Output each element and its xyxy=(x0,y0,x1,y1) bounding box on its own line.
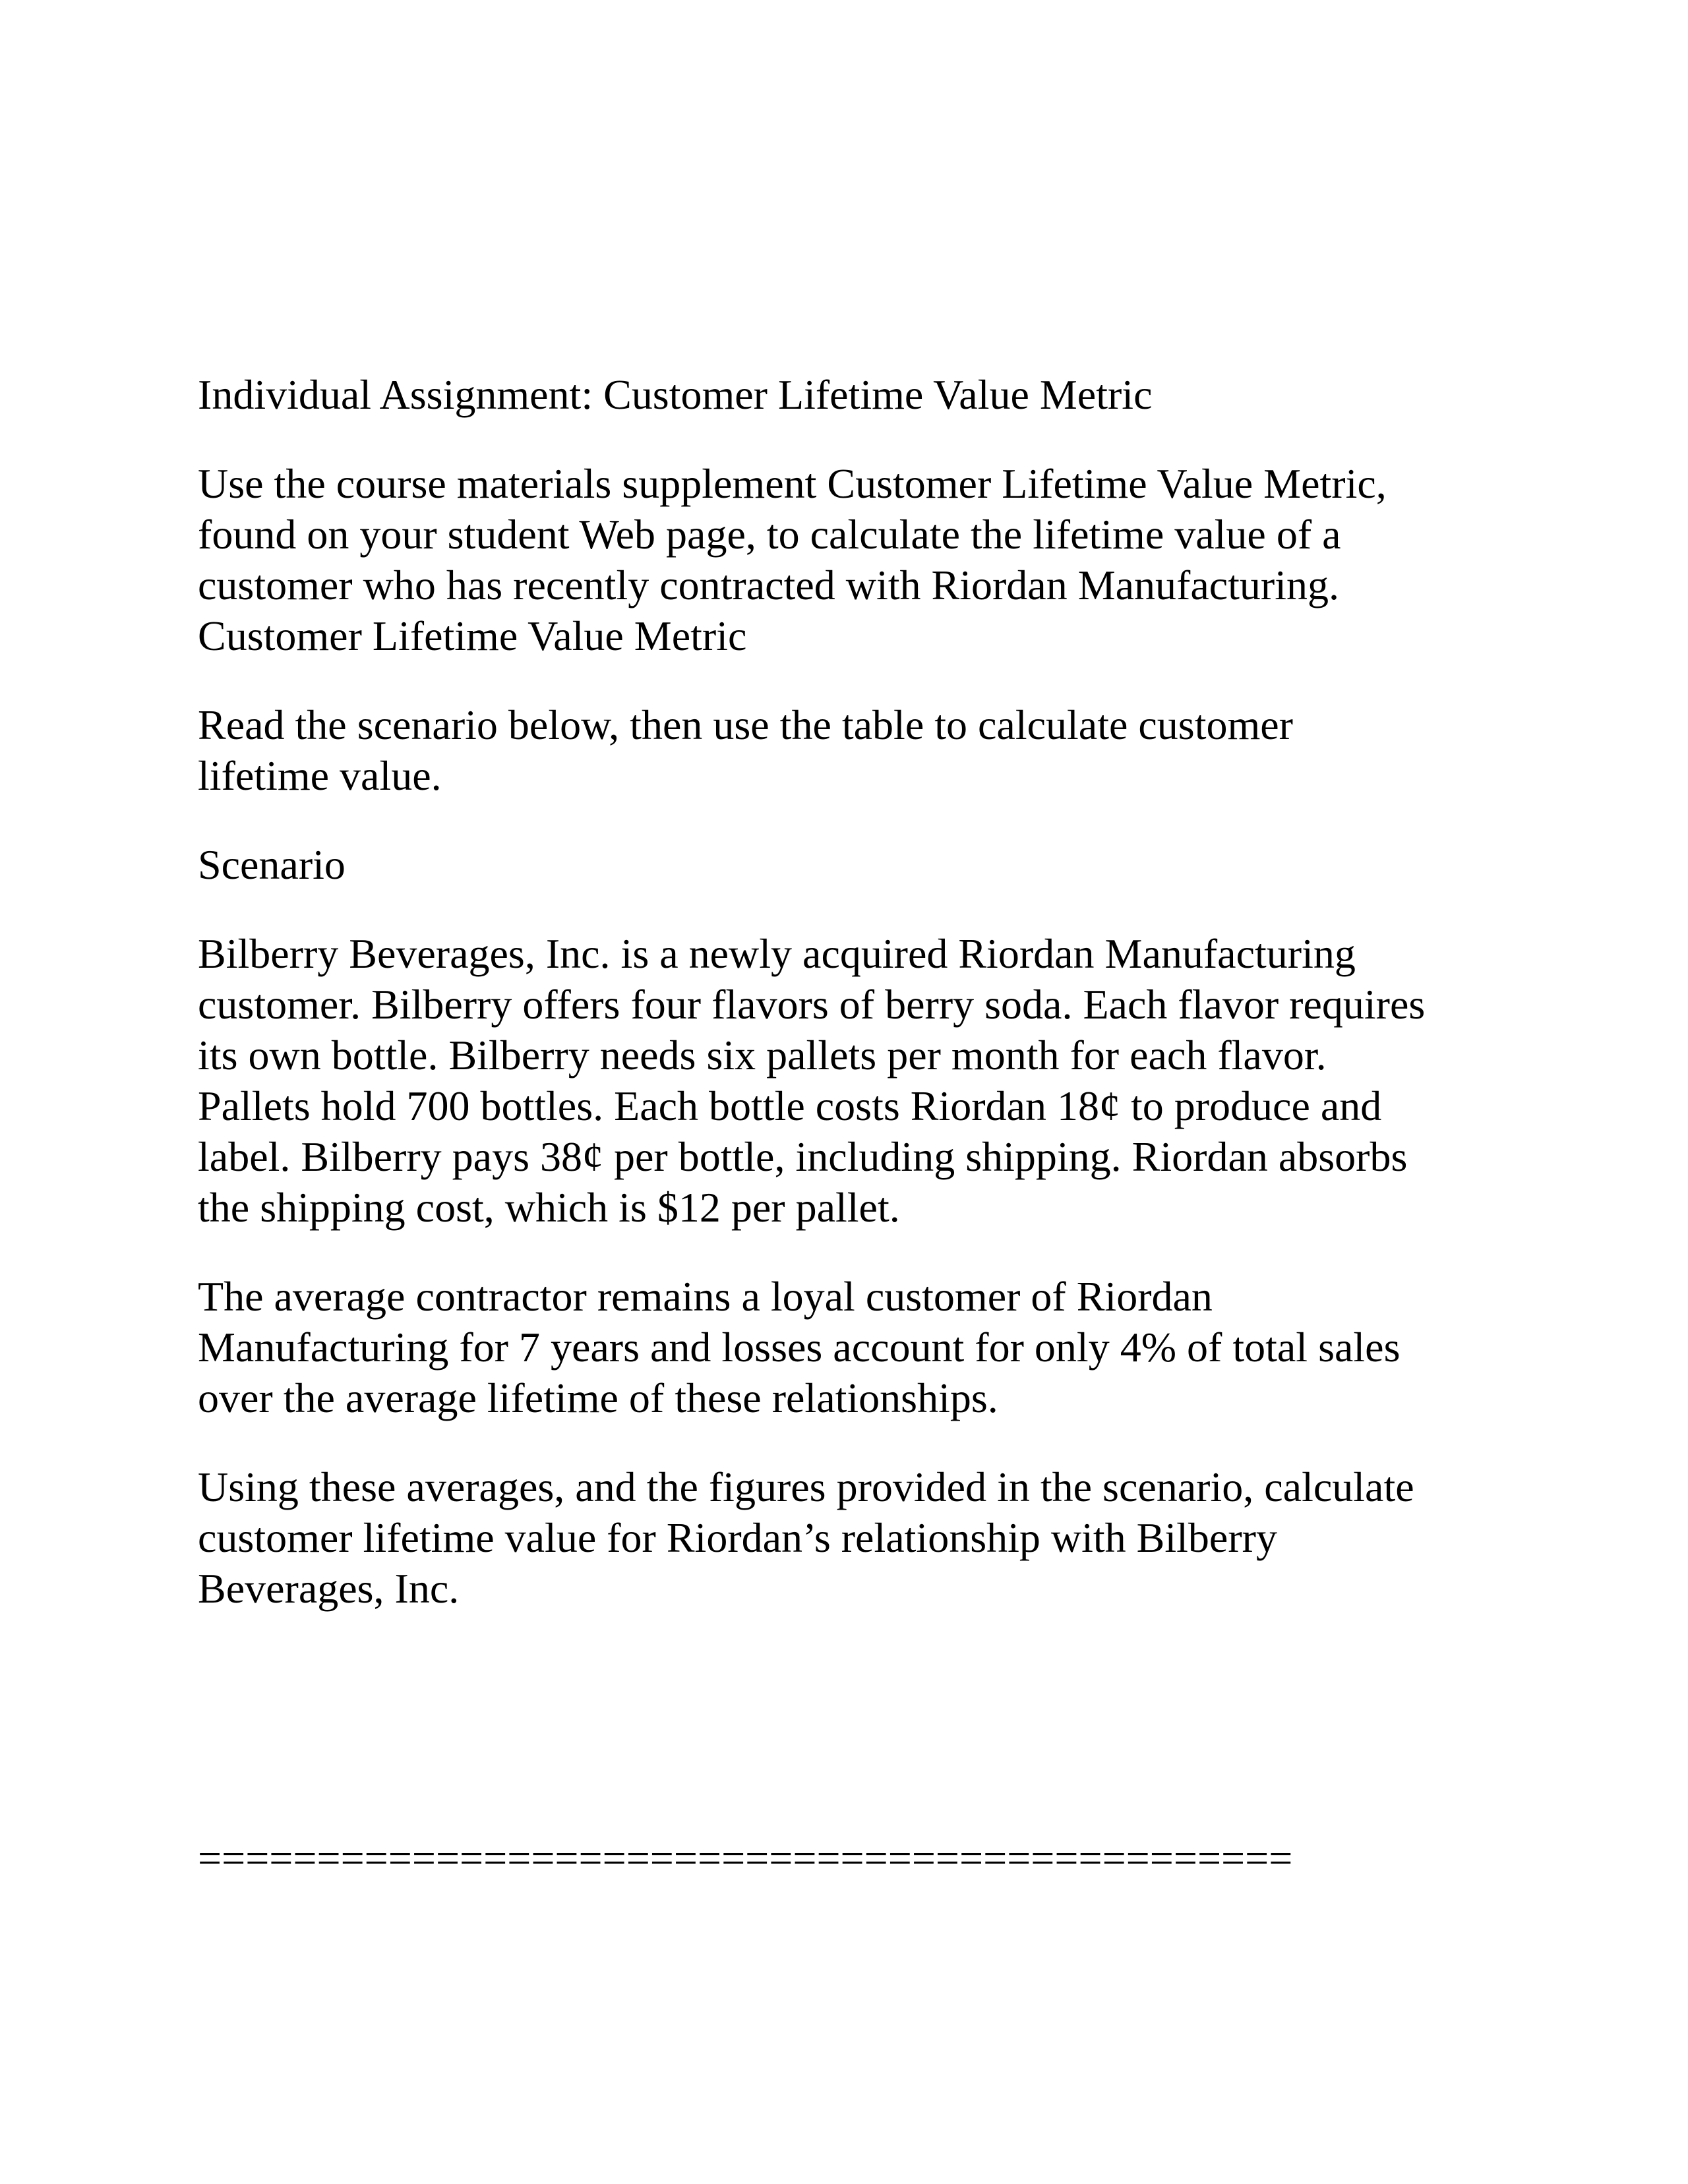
scenario-line: the shipping cost, which is $12 per pallet. xyxy=(198,1184,900,1231)
averages-line: over the average lifetime of these relationships. xyxy=(198,1374,998,1421)
averages-line: The average contractor remains a loyal customer of Riordan xyxy=(198,1273,1213,1320)
scenario-line: Pallets hold 700 bottles. Each bottle costs Riordan 18¢ to produce and xyxy=(198,1082,1382,1129)
document-title: Individual Assignment: Customer Lifetime Value Metric xyxy=(198,371,1153,418)
intro-line: found on your student Web page, to calculate the lifetime value of a xyxy=(198,511,1341,558)
scenario-heading: Scenario xyxy=(198,841,346,888)
task-line: Beverages, Inc. xyxy=(198,1565,460,1612)
instruction-paragraph xyxy=(198,699,1517,801)
intro-line: Use the course materials supplement Customer Lifetime Value Metric, xyxy=(198,460,1387,507)
scenario-paragraph xyxy=(198,928,1517,1233)
scenario-line: Bilberry Beverages, Inc. is a newly acquired Riordan Manufacturing xyxy=(198,930,1356,977)
scenario-line: label. Bilberry pays 38¢ per bottle, including shipping. Riordan absorbs xyxy=(198,1133,1408,1180)
instruction-line: Read the scenario below, then use the table to calculate customer xyxy=(198,701,1293,748)
scenario-line: customer. Bilberry offers four flavors of berry soda. Each flavor requires xyxy=(198,981,1426,1028)
instruction-line: lifetime value. xyxy=(198,752,442,799)
intro-line: Customer Lifetime Value Metric xyxy=(198,612,747,659)
task-line: customer lifetime value for Riordan’s relationship with Bilberry xyxy=(198,1514,1277,1561)
document-body xyxy=(198,369,1517,1614)
intro-line: customer who has recently contracted with Riordan Manufacturing. xyxy=(198,562,1339,608)
separator-line: ============================================== xyxy=(198,1835,1293,1881)
averages-paragraph xyxy=(198,1271,1517,1423)
task-paragraph xyxy=(198,1461,1517,1614)
intro-paragraph xyxy=(198,458,1517,661)
scenario-line: its own bottle. Bilberry needs six pallets per month for each flavor. xyxy=(198,1032,1327,1078)
task-line: Using these averages, and the figures provided in the scenario, calculate xyxy=(198,1463,1414,1510)
averages-line: Manufacturing for 7 years and losses account for only 4% of total sales xyxy=(198,1324,1401,1371)
